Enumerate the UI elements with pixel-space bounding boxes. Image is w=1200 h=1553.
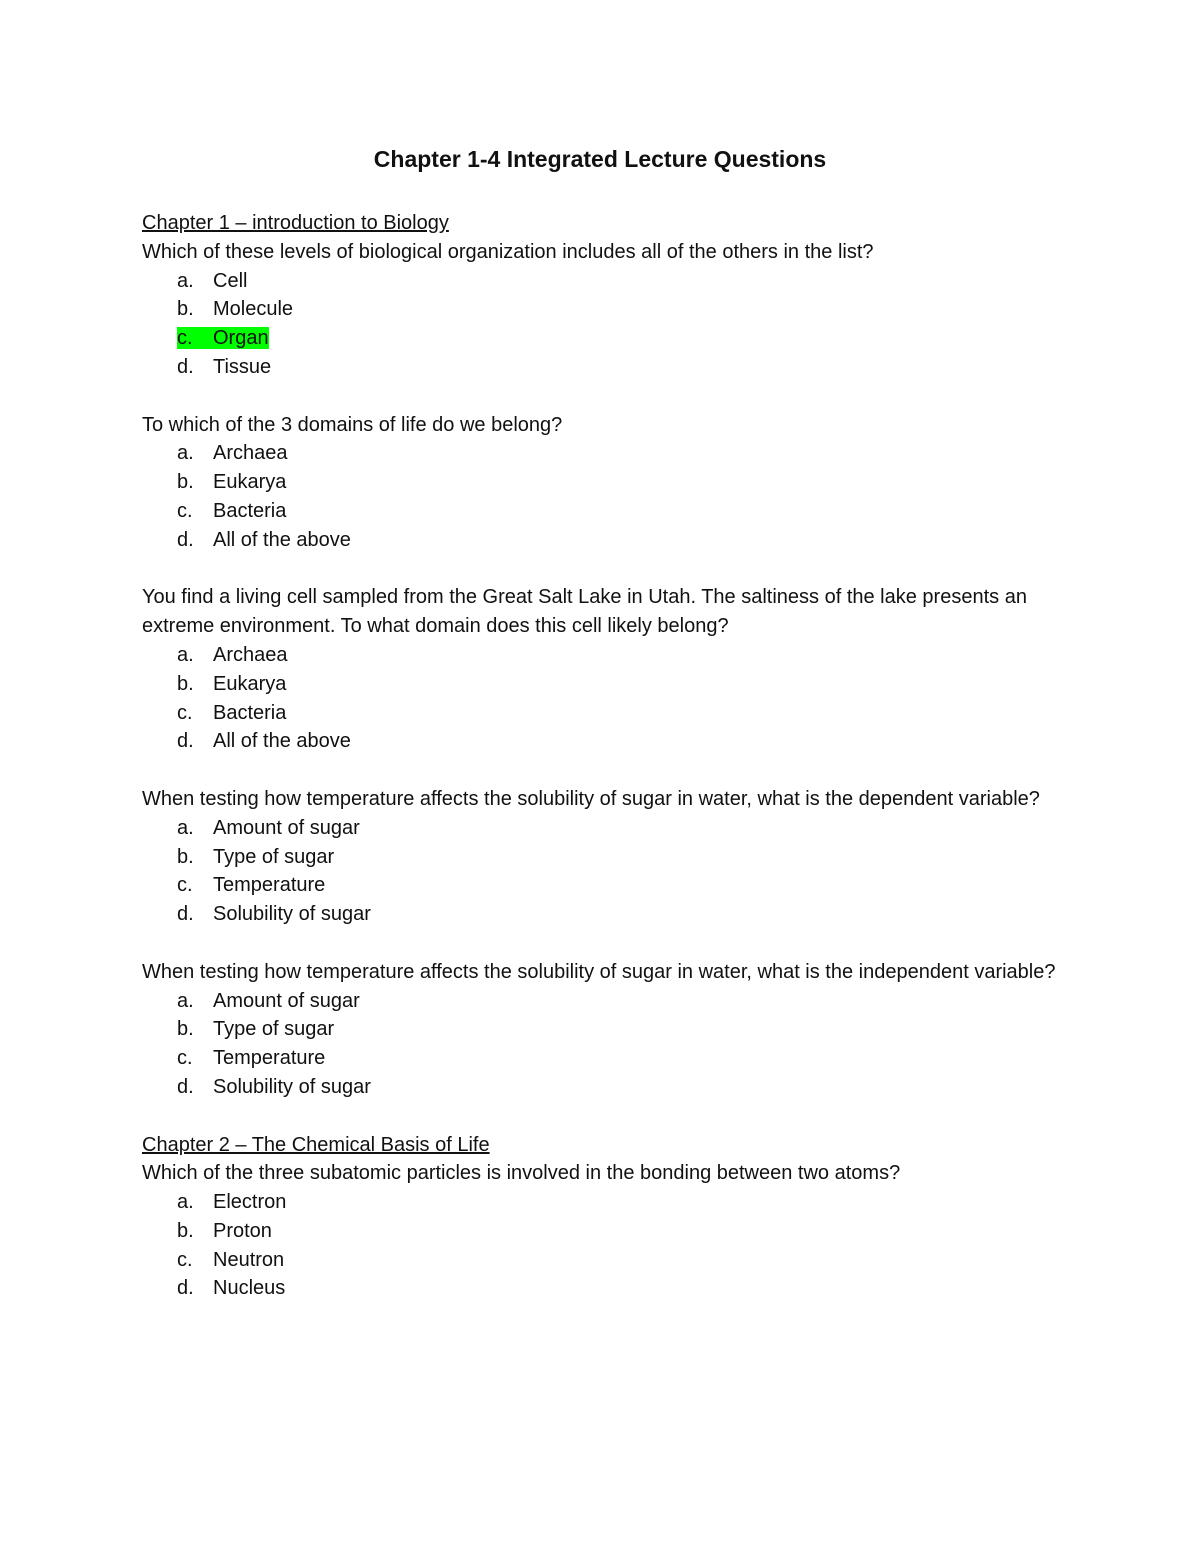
option-letter: c.: [177, 874, 193, 897]
answer-option-a: [142, 267, 1072, 296]
answer-option-c: [142, 497, 1072, 526]
option-letter: b.: [177, 1219, 194, 1242]
option-highlight: [177, 702, 286, 724]
option-letter: a.: [177, 643, 194, 666]
option-highlight: [177, 1249, 284, 1271]
paragraph-gap: [142, 555, 1072, 584]
option-text: Cell: [213, 269, 248, 292]
option-letter: d.: [177, 1277, 194, 1300]
option-highlight: [177, 1191, 286, 1213]
option-highlight: [177, 471, 286, 493]
answer-option-c: [142, 1246, 1072, 1275]
answer-option-d: [142, 353, 1072, 382]
question-text: Which of the three subatomic particles is involved in the bonding between two atoms?: [142, 1162, 901, 1185]
option-highlight: [177, 644, 288, 666]
option-highlight: [177, 442, 288, 464]
option-letter: c.: [177, 499, 193, 522]
option-text: Archaea: [213, 643, 288, 666]
answer-options: [142, 1188, 1072, 1303]
option-highlight: [177, 298, 293, 320]
answer-option-b: [142, 1015, 1072, 1044]
answer-option-a: [142, 641, 1072, 670]
option-highlight: [177, 327, 269, 349]
option-text: Type of sugar: [213, 845, 335, 868]
option-letter: b.: [177, 845, 194, 868]
option-text: Bacteria: [213, 701, 287, 724]
answer-option-d: [142, 1274, 1072, 1303]
question-6: [142, 1159, 1072, 1303]
question-3: [142, 583, 1072, 756]
document-body: [142, 209, 1072, 1303]
option-text: Proton: [213, 1219, 272, 1242]
option-text: Electron: [213, 1191, 287, 1214]
option-text: Eukarya: [213, 471, 287, 494]
option-letter: a.: [177, 989, 194, 1012]
option-letter: a.: [177, 442, 194, 465]
option-highlight: [177, 270, 247, 292]
question-5: [142, 958, 1072, 1102]
answer-options: [142, 267, 1072, 382]
option-letter: b.: [177, 672, 194, 695]
option-letter: d.: [177, 1075, 194, 1098]
option-letter: b.: [177, 298, 194, 321]
option-text: Bacteria: [213, 499, 287, 522]
answer-option-d: [142, 900, 1072, 929]
question-text: You find a living cell sampled from the Great Salt Lake in Utah. The saltiness of the lake presents an extreme environment. To what domain does this cell likely belong?: [142, 586, 1027, 638]
question-text: To which of the 3 domains of life do we belong?: [142, 413, 563, 436]
option-letter: b.: [177, 1018, 194, 1041]
answer-option-a: [142, 1188, 1072, 1217]
option-text: Solubility of sugar: [213, 1075, 371, 1098]
option-highlight: [177, 817, 360, 839]
option-text: Tissue: [213, 355, 272, 378]
option-highlight: [177, 1018, 334, 1040]
option-text: All of the above: [213, 528, 351, 551]
option-text: Archaea: [213, 442, 288, 465]
option-text: Nucleus: [213, 1277, 286, 1300]
answer-option-d: [142, 727, 1072, 756]
answer-option-b: [142, 295, 1072, 324]
section-heading: Chapter 1 – introduction to Biology: [142, 212, 449, 234]
option-letter: d.: [177, 903, 194, 926]
answer-option-b: [142, 670, 1072, 699]
option-text: Eukarya: [213, 672, 287, 695]
option-text: Neutron: [213, 1248, 285, 1271]
option-highlight: [177, 1220, 272, 1242]
option-letter: a.: [177, 269, 194, 292]
document-title: Chapter 1-4 Integrated Lecture Questions: [373, 146, 827, 172]
option-highlight: [177, 356, 271, 378]
answer-option-c: [142, 1044, 1072, 1073]
question-4: [142, 785, 1072, 929]
question-text: Which of these levels of biological organization includes all of the others in the list?: [142, 240, 874, 263]
option-letter: d.: [177, 730, 194, 753]
option-text: Organ: [213, 327, 269, 350]
paragraph-gap: [142, 1102, 1072, 1131]
option-highlight: [177, 903, 371, 925]
option-letter: d.: [177, 528, 194, 551]
option-letter: c.: [177, 1047, 193, 1070]
answer-option-b: [142, 1217, 1072, 1246]
answer-options: [142, 641, 1072, 756]
option-letter: d.: [177, 355, 194, 378]
option-text: Temperature: [213, 874, 326, 897]
option-letter: b.: [177, 471, 194, 494]
option-highlight: [177, 1076, 371, 1098]
answer-option-c: [142, 871, 1072, 900]
answer-options: [142, 814, 1072, 929]
section-chapter-1: [142, 209, 1072, 1131]
option-text: Type of sugar: [213, 1018, 335, 1041]
option-letter: c.: [177, 1248, 193, 1271]
answer-options: [142, 987, 1072, 1102]
answer-option-c: [142, 324, 1072, 353]
option-text: Amount of sugar: [213, 816, 360, 839]
answer-option-a: [142, 987, 1072, 1016]
option-text: Amount of sugar: [213, 989, 360, 1012]
paragraph-gap: [142, 382, 1072, 411]
question-1: [142, 238, 1072, 382]
option-highlight: [177, 874, 325, 896]
option-letter: a.: [177, 1191, 194, 1214]
answer-option-d: [142, 526, 1072, 555]
answer-option-d: [142, 1073, 1072, 1102]
option-letter: c.: [177, 327, 193, 350]
option-text: Temperature: [213, 1047, 326, 1070]
option-text: Solubility of sugar: [213, 903, 371, 926]
option-highlight: [177, 673, 286, 695]
answer-option-b: [142, 468, 1072, 497]
answer-option-c: [142, 699, 1072, 728]
option-highlight: [177, 730, 351, 752]
answer-option-a: [142, 439, 1072, 468]
option-letter: a.: [177, 816, 194, 839]
option-text: Molecule: [213, 298, 294, 321]
paragraph-gap: [142, 756, 1072, 785]
question-text: When testing how temperature affects the solubility of sugar in water, what is the dependent variable?: [142, 787, 1040, 810]
section-chapter-2: [142, 1131, 1072, 1304]
option-text: All of the above: [213, 730, 351, 753]
question-text: When testing how temperature affects the solubility of sugar in water, what is the independent variable?: [142, 960, 1056, 983]
paragraph-gap: [142, 929, 1072, 958]
option-highlight: [177, 1277, 285, 1299]
section-heading: Chapter 2 – The Chemical Basis of Life: [142, 1133, 490, 1156]
option-highlight: [177, 500, 286, 522]
question-2: [142, 411, 1072, 555]
answer-options: [142, 439, 1072, 554]
option-highlight: [177, 529, 351, 551]
answer-option-a: [142, 814, 1072, 843]
option-highlight: [177, 846, 334, 868]
option-letter: c.: [177, 701, 193, 724]
option-highlight: [177, 1047, 325, 1069]
answer-option-b: [142, 843, 1072, 872]
option-highlight: [177, 990, 360, 1012]
